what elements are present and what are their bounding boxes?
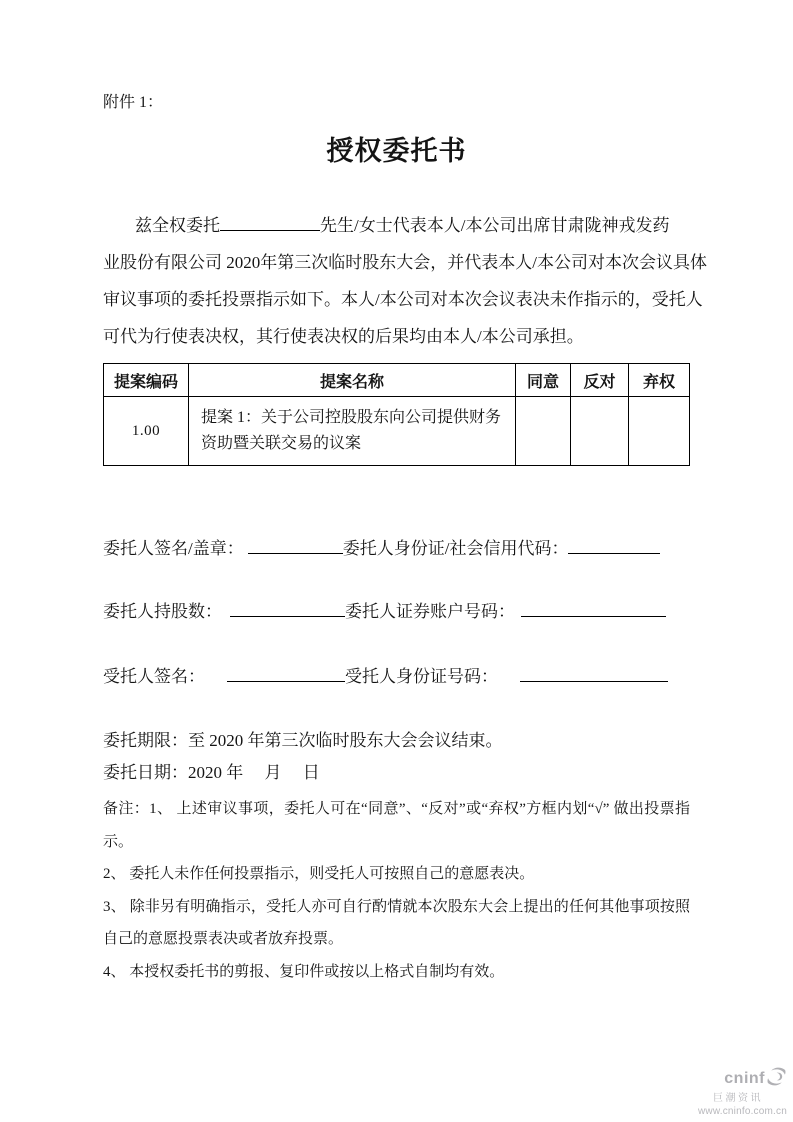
- date-line: 委托日期：2020 年 月 日: [103, 763, 320, 782]
- header-agree: 同意: [516, 364, 571, 397]
- trustee-id-label: 受托人身份证号码：: [345, 667, 498, 686]
- cninfo-brand-text: cninf: [724, 1070, 765, 1087]
- proposal-name-cell: 提案 1：关于公司控股股东向公司提供财务资助暨关联交易的议案: [189, 397, 516, 466]
- intro-line-1: [103, 207, 690, 244]
- trustee-id-blank[interactable]: [520, 667, 668, 682]
- intro-line-1-after: 先生/女士代表本人/本公司出席甘肃陇神戎发药: [320, 216, 670, 235]
- principal-signature-label: 委托人签名/盖章：: [103, 539, 244, 558]
- oppose-vote-cell[interactable]: [571, 397, 629, 466]
- intro-line-1-before: 兹全权委托: [135, 216, 220, 235]
- abstain-vote-cell[interactable]: [629, 397, 690, 466]
- principal-securities-account-label: 委托人证券账户号码：: [345, 602, 515, 621]
- trustee-signature-row: [103, 666, 690, 688]
- principal-signature-blank[interactable]: [248, 539, 343, 554]
- trustee-signature-label: 受托人签名：: [103, 667, 205, 686]
- trustee-name-blank[interactable]: [220, 216, 320, 231]
- cninfo-url: www.cninfo.com.cn: [698, 1105, 787, 1117]
- header-proposal-code: 提案编码: [104, 364, 189, 397]
- principal-shares-blank[interactable]: [230, 602, 345, 617]
- principal-signature-row: [103, 538, 690, 560]
- note-item-3: 3、 除非另有明确指示，受托人亦可自行酌情就本次股东大会上提出的任何其他事项按照自己的意愿投票表决或者放弃投票。: [103, 898, 690, 947]
- intro-line-4: 可代为行使表决权，其行使表决权的后果均由本人/本公司承担。: [103, 327, 584, 346]
- header-abstain: 弃权: [629, 364, 690, 397]
- cninfo-brand-row: [698, 1066, 787, 1092]
- principal-securities-account-blank[interactable]: [521, 602, 666, 617]
- principal-shares-label: 委托人持股数：: [103, 602, 222, 621]
- proposal-code-cell: 1.00: [104, 397, 189, 466]
- header-oppose: 反对: [571, 364, 629, 397]
- cninfo-logo: [698, 1066, 787, 1117]
- swirl-icon: [766, 1066, 787, 1092]
- header-proposal-name: 提案名称: [189, 364, 516, 397]
- trustee-signature-blank[interactable]: [227, 667, 345, 682]
- principal-id-label: 委托人身份证/社会信用代码：: [342, 539, 569, 558]
- cninfo-cn-name: 巨潮资讯: [713, 1092, 763, 1104]
- principal-id-blank[interactable]: [568, 539, 660, 554]
- table-header-row: [104, 364, 690, 397]
- page-title: 授权委托书: [326, 136, 467, 166]
- attachment-label: 附件 1：: [103, 94, 164, 111]
- notes-section: [103, 793, 690, 988]
- intro-paragraph: [103, 207, 707, 355]
- agree-vote-cell[interactable]: [516, 397, 571, 466]
- term-line: 委托期限：至 2020 年第三次临时股东大会会议结束。: [103, 731, 503, 750]
- table-row: [104, 397, 690, 466]
- proposal-vote-table: [103, 363, 690, 466]
- note-item-4: 4、 本授权委托书的剪报、复印件或按以上格式自制均有效。: [103, 963, 505, 980]
- intro-line-2: 业股份有限公司 2020年第三次临时股东大会，并代表本人/本公司对本次会议具体: [103, 253, 707, 272]
- intro-line-3: 审议事项的委托投票指示如下。本人/本公司对本次会议表决未作指示的，受托人: [103, 290, 703, 309]
- principal-shares-row: [103, 601, 690, 623]
- note-item-2: 2、 委托人未作任何投票指示，则受托人可按照自己的意愿表决。: [103, 866, 535, 882]
- note-item-1: 备注：1、 上述审议事项，委托人可在“同意”、“反对”或“弃权”方框内划“√” 做出投票指示。: [103, 801, 690, 850]
